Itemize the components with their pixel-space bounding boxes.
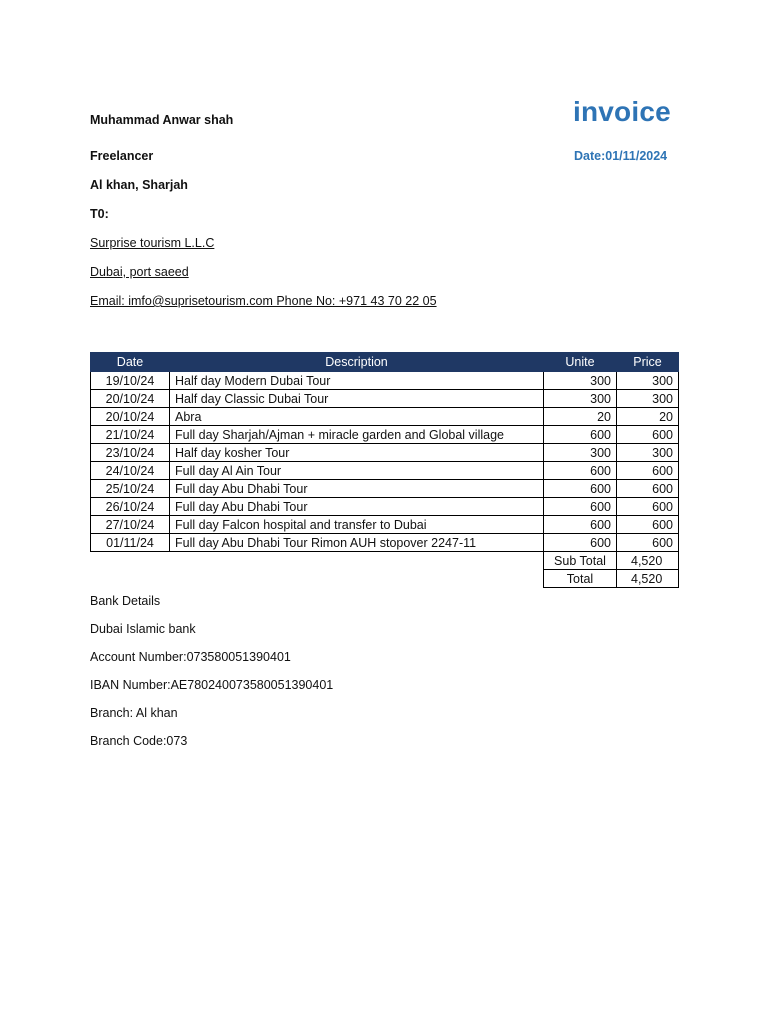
table-row	[91, 390, 679, 408]
row-price: 600	[617, 498, 679, 516]
total-label: Total	[544, 570, 617, 588]
subtotal-label: Sub Total	[544, 552, 617, 570]
iban-number: IBAN Number:AE780240073580051390401	[90, 678, 334, 692]
row-unite: 300	[544, 372, 617, 390]
row-description: Abra	[170, 408, 544, 426]
table-row	[91, 516, 679, 534]
row-date: 01/11/24	[91, 534, 170, 552]
row-price: 600	[617, 426, 679, 444]
table-row	[91, 444, 679, 462]
row-unite: 600	[544, 480, 617, 498]
column-header-date: Date	[91, 353, 170, 372]
row-description: Half day kosher Tour	[170, 444, 544, 462]
column-header-description: Description	[170, 353, 544, 372]
invoice-date: Date:01/11/2024	[574, 149, 668, 163]
subtotal-value: 4,520	[617, 552, 679, 570]
row-description: Half day Classic Dubai Tour	[170, 390, 544, 408]
row-description: Full day Abu Dhabi Tour	[170, 480, 544, 498]
row-price: 600	[617, 462, 679, 480]
table-row	[91, 534, 679, 552]
row-date: 20/10/24	[91, 408, 170, 426]
row-date: 21/10/24	[91, 426, 170, 444]
row-description: Full day Abu Dhabi Tour Rimon AUH stopover 2247-11	[170, 534, 544, 552]
branch-code: Branch Code:073	[90, 734, 188, 748]
recipient-address: Dubai, port saeed	[90, 265, 189, 279]
row-description: Full day Falcon hospital and transfer to Dubai	[170, 516, 544, 534]
column-header-unite: Unite	[544, 353, 617, 372]
account-number: Account Number:073580051390401	[90, 650, 291, 664]
row-date: 19/10/24	[91, 372, 170, 390]
recipient-contact: Email: imfo@suprisetourism.com Phone No: +971 43 70 22 05	[90, 294, 437, 308]
row-unite: 600	[544, 534, 617, 552]
table-row	[91, 372, 679, 390]
invoice-items-table	[90, 352, 679, 588]
row-date: 23/10/24	[91, 444, 170, 462]
table-row	[91, 462, 679, 480]
row-unite: 600	[544, 498, 617, 516]
sender-name: Muhammad Anwar shah	[90, 113, 234, 127]
row-unite: 300	[544, 390, 617, 408]
row-unite: 300	[544, 444, 617, 462]
subtotal-row	[91, 552, 679, 570]
total-row	[91, 570, 679, 588]
row-unite: 600	[544, 426, 617, 444]
table-row	[91, 480, 679, 498]
row-date: 20/10/24	[91, 390, 170, 408]
row-date: 24/10/24	[91, 462, 170, 480]
table-row	[91, 408, 679, 426]
recipient-company: Surprise tourism L.L.C	[90, 236, 215, 250]
branch: Branch: Al khan	[90, 706, 178, 720]
row-price: 600	[617, 516, 679, 534]
row-unite: 600	[544, 462, 617, 480]
table-header-row	[91, 353, 679, 372]
row-price: 600	[617, 480, 679, 498]
row-price: 300	[617, 444, 679, 462]
row-unite: 600	[544, 516, 617, 534]
sender-address: Al khan, Sharjah	[90, 178, 188, 192]
bank-name: Dubai Islamic bank	[90, 622, 196, 636]
row-unite: 20	[544, 408, 617, 426]
table-row	[91, 426, 679, 444]
invoice-title: invoice	[573, 96, 671, 127]
row-price: 20	[617, 408, 679, 426]
row-price: 600	[617, 534, 679, 552]
row-date: 27/10/24	[91, 516, 170, 534]
row-description: Full day Sharjah/Ajman + miracle garden and Global village	[170, 426, 544, 444]
row-description: Full day Abu Dhabi Tour	[170, 498, 544, 516]
to-label: T0:	[90, 207, 109, 221]
sender-role: Freelancer	[90, 149, 154, 163]
row-date: 26/10/24	[91, 498, 170, 516]
total-value: 4,520	[617, 570, 679, 588]
row-description: Full day Al Ain Tour	[170, 462, 544, 480]
column-header-price: Price	[617, 353, 679, 372]
bank-details-heading: Bank Details	[90, 594, 161, 608]
row-price: 300	[617, 390, 679, 408]
row-description: Half day Modern Dubai Tour	[170, 372, 544, 390]
row-date: 25/10/24	[91, 480, 170, 498]
row-price: 300	[617, 372, 679, 390]
table-row	[91, 498, 679, 516]
